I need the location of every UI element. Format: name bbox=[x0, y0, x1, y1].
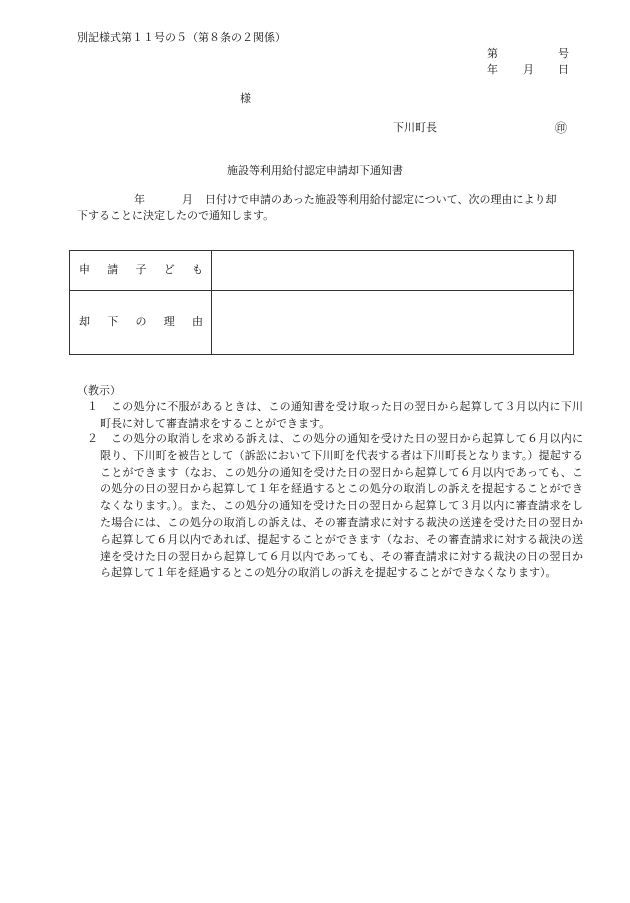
label-char: 請 bbox=[107, 263, 119, 277]
note-text: この処分の取消しを求める訴えは、この処分の通知を受けた日の翌日から起算して６月以内に限り、下川町を被告として（訴訟において下川町を代表する者は下川町長となります。）提起することができます（なお、この処分の通知を受けた日の翌日から起算して６月以内であっても、この処分の日の翌日から起算して１年を経過するとこの処分の取消しの訴えを提起することができなくなります。）。また、この処分の通知を受けた日の翌日から起算して３月以内に審査請求をした場合には、この処分の取消しの訴えは、その審査請求に対する裁決の送達を受けた日の翌日から起算して６月以内であれば、提起することができます（なお、その審査請求に対する裁決の送達を受けた日の翌日から起算して６月以内であっても、その審査請求に対する裁決の日の翌日から起算して１年を経過するとこの処分の取消しの訴えを提起することができなくなります）。 bbox=[100, 432, 583, 580]
note-item bbox=[87, 431, 583, 582]
body-year: 年 bbox=[134, 193, 145, 206]
rejection-reason-value bbox=[212, 291, 574, 355]
notes-title: （教示） bbox=[77, 384, 121, 397]
applicant-child-value bbox=[212, 251, 574, 291]
label-char: 由 bbox=[192, 315, 203, 329]
date-day: 日 bbox=[558, 63, 569, 76]
seal-mark: ㊞ bbox=[555, 121, 568, 135]
label-char: ど bbox=[163, 263, 175, 277]
date-year: 年 bbox=[487, 63, 498, 76]
body-month: 月 bbox=[182, 193, 193, 206]
applicant-child-label bbox=[70, 263, 211, 278]
body-text-line1: 日付けで申請のあった施設等利用給付認定について、次の理由により却 bbox=[205, 193, 557, 206]
date-month: 月 bbox=[523, 63, 534, 76]
info-table bbox=[69, 250, 574, 355]
label-char: 申 bbox=[79, 263, 90, 277]
rejection-reason-label bbox=[70, 315, 211, 330]
number-suffix: 号 bbox=[558, 47, 569, 60]
label-char: 却 bbox=[79, 315, 90, 329]
table-label-cell bbox=[70, 251, 212, 291]
note-number: １ bbox=[87, 400, 98, 413]
body-text-line2: 下することに決定したので通知します。 bbox=[77, 209, 275, 222]
addressee-honorific: 様 bbox=[240, 92, 251, 105]
label-char: 下 bbox=[107, 315, 119, 329]
number-prefix: 第 bbox=[487, 47, 498, 60]
note-item bbox=[87, 399, 583, 433]
label-char: 理 bbox=[163, 315, 175, 329]
label-char: も bbox=[192, 263, 203, 277]
note-text: この処分に不服があるときは、この通知書を受け取った日の翌日から起算して３月以内に下川町長に対して審査請求をすることができます。 bbox=[100, 400, 583, 430]
issuer-name: 下川町長 bbox=[393, 121, 437, 134]
document-title: 施設等利用給付認定申請却下通知書 bbox=[227, 164, 403, 177]
table-label-cell bbox=[70, 291, 212, 355]
form-id: 別記様式第１１号の５（第８条の２関係） bbox=[77, 31, 286, 44]
label-char: 子 bbox=[135, 263, 147, 277]
note-number: ２ bbox=[87, 432, 98, 445]
table-row bbox=[70, 251, 574, 291]
table-row bbox=[70, 291, 574, 355]
label-char: の bbox=[135, 315, 147, 329]
